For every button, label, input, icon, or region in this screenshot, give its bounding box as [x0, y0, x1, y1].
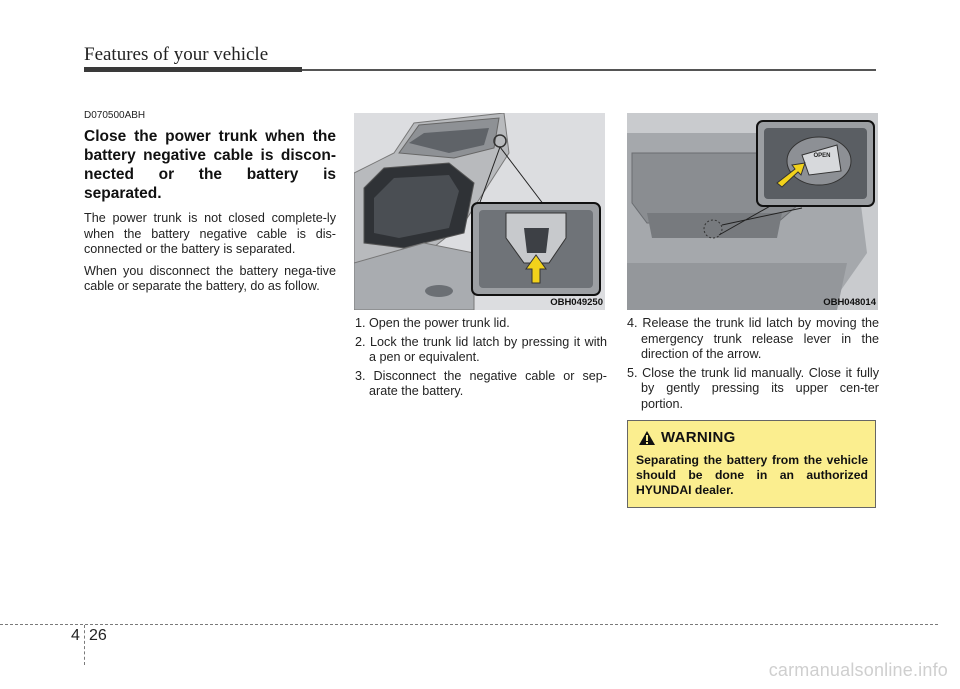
warning-box — [627, 420, 876, 508]
steps-list-left — [355, 316, 607, 403]
page-number: 26 — [89, 627, 107, 644]
steps-list-right — [627, 316, 879, 415]
warning-text: Separating the battery from the vehicle should be done in an authorized HYUNDAI dealer. — [636, 453, 868, 497]
header-rule — [302, 69, 876, 71]
section-code: D070500ABH — [84, 110, 146, 121]
warning-title: WARNING — [661, 429, 736, 446]
step-item: 3. Disconnect the negative cable or sep-arate the battery. — [355, 368, 607, 398]
paragraph-1: The power trunk is not closed complete-ly when the battery negative cable is dis-connected or the battery is separated. — [84, 211, 336, 256]
emergency-release-illustration — [627, 113, 878, 310]
step-item: 4. Release the trunk lid latch by moving the emergency trunk release lever in the direction of the arrow. — [627, 316, 879, 361]
warning-triangle-icon — [638, 430, 656, 446]
footer-divider — [84, 625, 85, 665]
intro-column — [84, 110, 336, 301]
open-label: OPEN — [813, 153, 831, 159]
figure-code-right: OBH048014 — [823, 297, 876, 308]
section-heading: Close the power trunk when the battery negative cable is discon-nected or the battery is separated. — [84, 128, 336, 202]
figure-emergency-release — [627, 113, 878, 310]
step-item: 1. Open the power trunk lid. — [355, 316, 510, 330]
watermark: carmanualsonline.info — [768, 660, 948, 680]
paragraph-2: When you disconnect the battery nega-tive cable or separate the battery, do as follow. — [84, 263, 336, 293]
footer-rule — [0, 624, 938, 625]
figure-trunk-latch — [354, 113, 605, 310]
page-header-title: Features of your vehicle — [84, 44, 269, 65]
figure-code-left: OBH049250 — [550, 297, 603, 308]
step-item: 5. Close the trunk lid manually. Close it fully by gently pressing its upper cen-ter portion. — [627, 365, 879, 411]
chapter-number: 4 — [71, 627, 80, 644]
header-bar — [84, 67, 302, 72]
trunk-latch-illustration — [354, 113, 605, 310]
warning-header — [638, 429, 736, 446]
step-item: 2. Lock the trunk lid latch by pressing it with a pen or equivalent. — [355, 334, 607, 364]
